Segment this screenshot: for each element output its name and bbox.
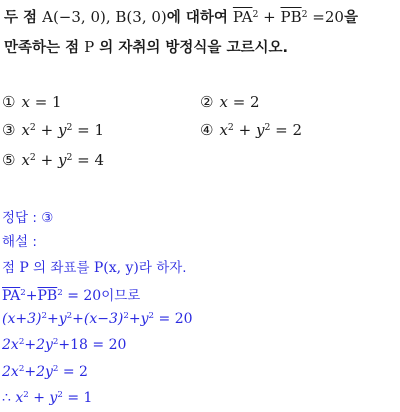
choice-number: ⑤: [2, 151, 16, 169]
segment-pa: $\overline{PA}$: [232, 8, 253, 26]
solution-rhs: = 2: [58, 364, 88, 380]
solution-line1-suffix: 라 하자.: [138, 260, 187, 276]
segment-pa-exponent: 2: [252, 8, 259, 20]
choice-rhs: = 2: [270, 121, 303, 139]
solution-point-p: P: [19, 260, 29, 276]
answer-line: [2, 206, 53, 226]
choice-lhs-exponent: 2: [227, 121, 234, 133]
solution-term-exponent: 2: [57, 390, 63, 401]
solution-term: x: [15, 390, 24, 406]
question-line-2: [4, 36, 288, 57]
choice-lhs-exponent: 2: [29, 151, 36, 163]
choice-number: ③: [2, 121, 16, 139]
question-suffix: 을: [343, 10, 358, 26]
question-prefix: 두 점: [4, 10, 43, 26]
question-rhs: =20: [307, 8, 344, 26]
solution-term-exponent: 2: [41, 311, 47, 322]
choice-number: ①: [2, 93, 16, 111]
point-separator: ,: [105, 8, 116, 26]
choice-rhs: = 2: [227, 93, 260, 111]
point-p: P: [84, 38, 95, 56]
solution-term-exponent: 2: [148, 311, 155, 322]
choice-1[interactable]: [2, 93, 62, 111]
choice-rest-exponent: 2: [264, 121, 271, 133]
solution-term-exponent: 2: [66, 311, 73, 322]
solution-segment-pb: $\overline{PB}$: [37, 288, 58, 304]
choice-rest-exponent: 2: [66, 121, 73, 133]
solution-term: +2y: [24, 337, 53, 353]
solution-term-exponent: 2: [18, 337, 25, 348]
solution-rhs: +18 = 20: [58, 337, 127, 353]
solution-term-exponent: 2: [23, 390, 29, 401]
solution-term-exponent: 2: [52, 337, 59, 348]
choice-rhs: = 1: [29, 93, 62, 111]
choice-rest: + y: [233, 121, 265, 139]
solution-line1-mid: 의 좌표를: [28, 260, 94, 276]
answer-value: ③: [41, 210, 54, 226]
solution-term-exponent: 2: [52, 364, 59, 375]
solution-line-4: [2, 337, 126, 353]
solution-line1-prefix: 점: [2, 260, 20, 276]
choice-rhs: = 4: [72, 151, 105, 169]
choice-lhs: x: [219, 121, 228, 139]
solution-term: 2x: [2, 364, 19, 380]
solution-rhs: = 1: [62, 390, 93, 406]
solution-line2-plus: +: [25, 288, 38, 304]
explanation-label-text: 해설 :: [2, 234, 37, 250]
explanation-label: [2, 230, 37, 250]
choice-number: ②: [200, 93, 214, 111]
choice-2[interactable]: [200, 93, 260, 111]
solution-term: +y: [47, 311, 67, 327]
question-line2-prefix: 만족하는 점: [4, 40, 85, 56]
solution-term: + y: [28, 390, 58, 406]
segment-pb-exponent: 2: [301, 8, 308, 20]
solution-rhs: = 20: [154, 311, 193, 327]
therefore-symbol: ∴: [2, 390, 16, 406]
solution-line-5: [2, 364, 88, 380]
solution-coordinate: P(x, y): [93, 260, 139, 276]
solution-line-1: [2, 256, 187, 276]
solution-term: (x+3): [2, 311, 42, 327]
choice-3[interactable]: [2, 121, 104, 139]
segment-pb: $\overline{PB}$: [280, 8, 302, 26]
choice-rest-exponent: 2: [66, 151, 73, 163]
question-line2-suffix: 의 자취의 방정식을 고르시오.: [94, 40, 289, 56]
point-a: A(−3, 0): [42, 8, 106, 26]
choice-lhs: x: [21, 93, 30, 111]
solution-line-2: [2, 284, 140, 304]
solution-line-6: [2, 390, 92, 406]
choice-5[interactable]: [2, 151, 104, 169]
choice-lhs: x: [21, 121, 30, 139]
solution-line2-suffix: 이므로: [101, 288, 141, 304]
answer-label: 정답 :: [2, 210, 42, 226]
solution-term: 2x: [2, 337, 19, 353]
choice-rest: + y: [35, 121, 67, 139]
solution-segment-pb-exponent: 2: [57, 288, 63, 299]
question-line-1: [4, 6, 358, 27]
solution-line-3: [2, 311, 193, 327]
choice-number: ④: [200, 121, 214, 139]
solution-term-exponent: 2: [123, 311, 129, 322]
solution-term: +(x−3): [72, 311, 124, 327]
solution-segment-pa-exponent: 2: [20, 288, 26, 299]
choice-lhs: x: [21, 151, 30, 169]
solution-term: +y: [128, 311, 149, 327]
solution-term-exponent: 2: [18, 364, 25, 375]
point-b: B(3, 0): [115, 8, 167, 26]
choice-lhs: x: [219, 93, 228, 111]
choice-rhs: = 1: [72, 121, 105, 139]
solution-term: +2y: [24, 364, 53, 380]
question-plus: +: [258, 8, 281, 26]
choice-4[interactable]: [200, 121, 302, 139]
choice-lhs-exponent: 2: [29, 121, 36, 133]
solution-segment-pa: $\overline{PA}$: [2, 288, 21, 304]
question-mid: 에 대하여: [166, 10, 233, 26]
solution-line2-rhs: = 20: [62, 288, 102, 304]
choice-rest: + y: [35, 151, 67, 169]
